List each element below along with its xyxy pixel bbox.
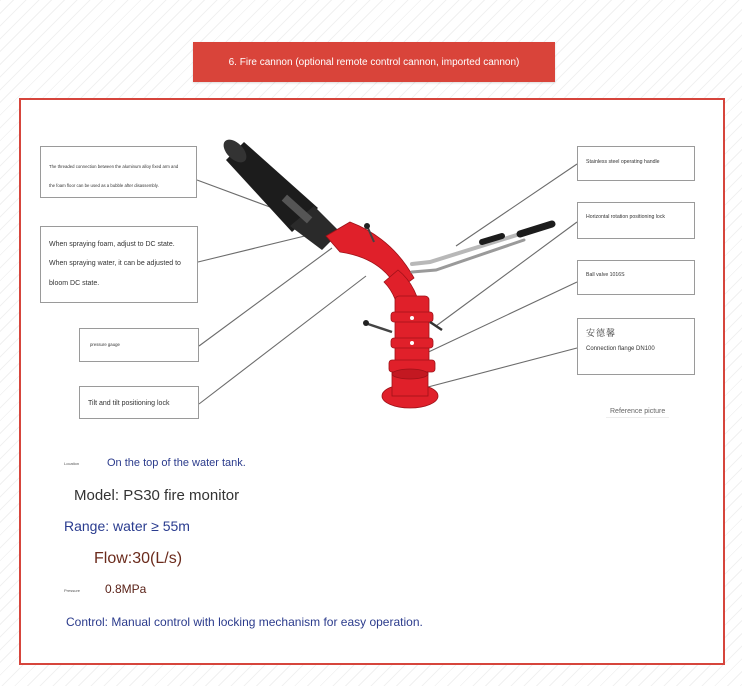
callout-connection-flange xyxy=(577,318,695,375)
location-value: On the top of the water tank. xyxy=(107,457,246,469)
flow-spec: Flow:30(L/s) xyxy=(94,550,183,567)
callout-ball-valve: Ball valve 1016S xyxy=(577,260,695,295)
model-spec: Model: PS30 fire monitor xyxy=(74,487,240,504)
range-spec: Range: water ≥ 55m xyxy=(64,518,190,534)
section-title-banner: 6. Fire cannon (optional remote control cannon, imported cannon) xyxy=(193,42,555,82)
callout-operating-handle: Stainless steel operating handle xyxy=(577,146,695,181)
operating-handle-icon xyxy=(412,224,552,272)
callout-threaded-connection xyxy=(40,146,197,198)
callout-threaded-connection-line-1: The threaded connection between the aluminum alloy fixed arm and xyxy=(49,164,179,169)
brand-logo: 安德馨 xyxy=(586,328,617,338)
reference-picture-caption: Reference picture xyxy=(606,406,669,418)
callout-horizontal-lock: Horizontal rotation positioning lock xyxy=(577,202,695,239)
control-spec: Control: Manual control with locking mechanism for easy operation. xyxy=(66,615,423,629)
callout-connection-flange-label: Connection flange DN100 xyxy=(586,346,655,353)
location-label: Location xyxy=(64,461,80,466)
callout-tilt-lock: Tilt and tilt positioning lock xyxy=(79,386,199,419)
nozzle-icon xyxy=(219,135,340,250)
monitor-body-icon xyxy=(326,222,438,408)
pressure-label: Pressure xyxy=(64,588,81,593)
pressure-value: 0.8MPa xyxy=(105,582,147,596)
callout-pressure-gauge: pressure gauge xyxy=(79,328,199,362)
callout-threaded-connection-line-2: the foam floor can be used as a bubble after disassembly. xyxy=(49,183,159,189)
callout-foam-spray: When spraying foam, adjust to DC state. When spraying water, it can be adjusted to bloom DC state. xyxy=(40,226,198,303)
